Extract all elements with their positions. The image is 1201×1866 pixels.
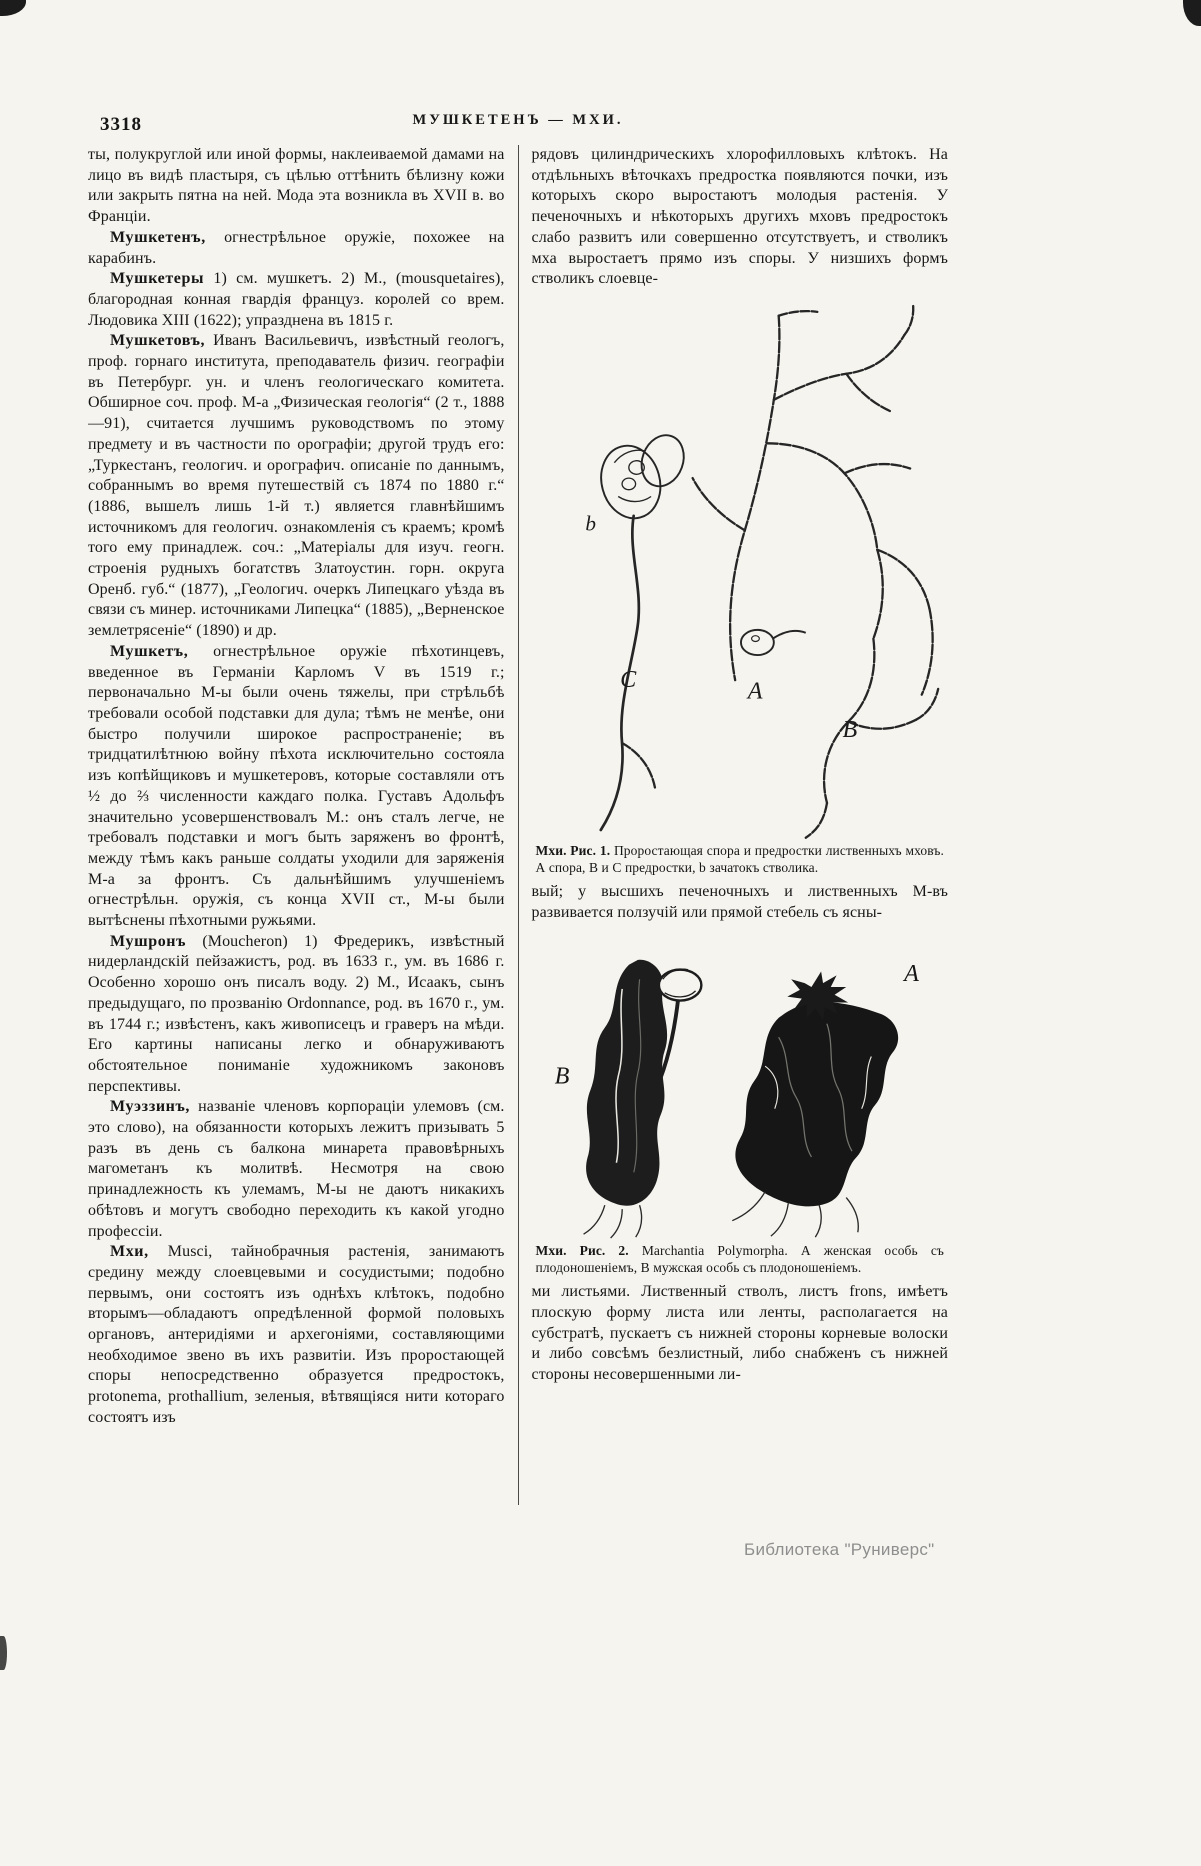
figure-2-caption <box>532 1240 949 1276</box>
entry-headword: Мушкетенъ, <box>110 228 206 246</box>
dictionary-entry <box>88 331 505 642</box>
figure-2 <box>532 931 949 1276</box>
left-column <box>88 145 519 1505</box>
library-watermark: Библиотека "Руниверс" <box>744 1540 935 1559</box>
entry-body: огнестрѣльное оружіе пѣхотинцевъ, введенное въ Германіи Карломъ V въ 1519 г.; первоначально М-ы были очень тяжелы, при стрѣльбѣ требовали особой подставки для дула; тѣмъ не менѣе, они быстро получили широкое распространеніе; въ тридцатилѣтнюю войну пѣхота исключительно состояла изъ копѣйщиковъ и мушкетеровъ, которые составляли отъ ½ до ⅔ численности каждаго полка. Густавъ Адольфъ значительно усовершенствовалъ М.: онъ сталъ легче, не требовалъ подставки и могъ быть заряженъ во фронтѣ, между тѣмъ какъ раньше солдаты уходили для заряженія М-а за фронтъ. Съ дальнѣйшимъ улучшеніемъ огнестрѣльн. оружія, съ конца XVII ст., М-ы были вытѣснены пѣхотными ружьями. <box>88 642 505 930</box>
entry-headword: Мушкетовъ, <box>110 332 206 350</box>
figure-1-illustration <box>537 298 943 840</box>
fig1-label-c: C <box>619 665 637 693</box>
fig1-label-a: A <box>747 677 763 705</box>
entry-body: (Moucheron) 1) Фредерикъ, извѣстный нидерландскій пейзажистъ, род. въ 1633 г., ум. въ 1686 г. Особенно хорошо онъ писалъ воду. 2) М., Исаакъ, сынъ предыдущаго, по прозванію Ordonnance, род. въ 1670 г., ум. въ 1744 г.; извѣстенъ, какъ живописецъ и граверъ на мѣди. Его картины написаны легко и обнаруживаютъ обстоятельное пониманіе художникомъ законовъ перспективы. <box>88 932 505 1095</box>
entry-headword: Мушкетеры <box>110 270 205 288</box>
dictionary-entry <box>88 1097 505 1242</box>
spore-cluster <box>593 429 690 525</box>
fig1-label-b2: B <box>842 716 858 744</box>
figure-1-caption-lead: Мхи. Рис. 1. <box>535 842 611 858</box>
thallus-right <box>735 972 898 1207</box>
column-text-mid: вый; у высшихъ печеночныхъ и лиственныхъ М-въ развивается ползучій или прямой стебель съ ясны- <box>531 882 948 921</box>
dictionary-entry <box>88 269 505 331</box>
running-head: МУШКЕТЕНЪ — МХИ. <box>412 112 624 128</box>
dictionary-entry <box>88 1242 505 1428</box>
figure-1-caption <box>532 840 949 876</box>
fig1-label-b: b <box>585 511 596 536</box>
entry-headword: Муэззинъ, <box>110 1098 191 1116</box>
book-page <box>88 112 948 1505</box>
fig2-label-b: B <box>554 1062 570 1090</box>
scan-artifact <box>0 1636 7 1670</box>
dictionary-entry <box>88 228 505 269</box>
figure-2-illustration <box>537 931 943 1240</box>
entry-body: 1) см. мушкетъ. 2) М., (mousquetaires), благородная конная гвардія француз. королей со врем. Людовика XIII (1622); упразднена въ 1815 г. <box>88 270 505 329</box>
entry-body: Musci, тайнобрачныя растенія, занимаютъ средину между слоевцевыми и сосудистыми; подобно первымъ, они состоятъ изъ однѣхъ клѣтокъ, подобно вторымъ—обладаютъ опредѣленной формой половыхъ органовъ, антеридіями и архегоніями, составляющими необходимое звено въ ихъ развитіи. Изъ проростающей споры непосредственно образуется предростокъ, protonema, prothallium, зеленыя, вѣтвящіяся нити котораго состоятъ изъ <box>88 1243 505 1426</box>
right-column <box>519 145 949 1505</box>
germinating-spore <box>741 630 806 655</box>
figure-1 <box>532 298 949 876</box>
column-text-bottom: ми листьями. Лиственный стволъ, листъ frons, имѣетъ плоскую форму листа или ленты, располагается на субстратѣ, пускаетъ съ нижней стороны корневые волоски и либо совсѣмъ безлистный, либо снабженъ съ нижней стороны несовершенными ли- <box>531 1283 948 1384</box>
fig2-label-a: A <box>903 960 919 988</box>
scan-artifact <box>1183 0 1201 26</box>
scan-artifact <box>0 0 26 16</box>
two-column-layout <box>88 145 948 1505</box>
dictionary-entry <box>88 145 505 228</box>
figure-1-caption-text: Проростающая спора и предростки лиственныхъ мховъ. А спора, В и С предростки, b зачатокъ стволика. <box>535 842 944 875</box>
dictionary-entry <box>88 642 505 932</box>
entry-headword: Мхи, <box>110 1243 149 1261</box>
figure-2-caption-text: Marchantia Polymorpha. А женская особь съ плодоношеніемъ, В мужская особь съ плодоношеніемъ. <box>535 1243 944 1276</box>
entry-headword: Мушкетъ, <box>110 642 189 660</box>
dictionary-entry <box>88 932 505 1098</box>
page-number: 3318 <box>100 114 142 135</box>
column-text-top: рядовъ цилиндрическихъ хлорофилловыхъ клѣтокъ. На отдѣльныхъ вѣточкахъ предростка появляются почки, изъ которыхъ скоро выростаютъ молодыя растенія. У печеночныхъ и нѣкоторыхъ другихъ мховъ предростокъ слабо развитъ или совершенно отсутствуетъ, и стволикъ мха выростаетъ прямо изъ споры. У низшихъ формъ стволикъ слоевце- <box>531 146 948 288</box>
protonema-filaments <box>601 304 938 838</box>
figure-2-caption-lead: Мхи. Рис. 2. <box>535 1243 629 1259</box>
thallus-left <box>586 960 701 1206</box>
entry-body: огнестрѣльное оружіе, похожее на карабинъ. <box>88 228 505 267</box>
entry-body: Иванъ Васильевичъ, извѣстный геологъ, проф. горнаго института, преподаватель физич. географіи въ Петербург. ун. и членъ геологическаго комитета. Обширное соч. проф. М-а „Физическая геологія“ (2 т., 1888—91), считается лучшимъ руководствомъ по этому предмету и въ частности по орографіи; другой трудъ его: „Туркестанъ, геологич. и орографич. описаніе по даннымъ, собраннымъ во время путешествій съ 1874 по 1880 г.“ (1886, вышелъ лишь 1-й т.) является главнѣйшимъ источникомъ для геологич. ознакомленія съ краемъ; кромѣ того ему принадлеж. соч.: „Матеріалы для изуч. геогн. строенія рудныхъ богатствъ Златоустин. горн. округа Оренб. губ.“ (1877), „Геологич. очеркъ Липецкаго уѣзда въ связи съ минер. источниками Липецка“ (1885), „Верненское землетрясеніе“ (1890) и др. <box>88 332 505 640</box>
entry-headword: Мушронъ <box>110 932 187 950</box>
entry-body: названіе членовъ корпораціи улемовъ (см. это слово), на обязанности которыхъ лежитъ призывать 5 разъ въ день съ балкона минарета правовѣрныхъ магометанъ къ молитвѣ. Несмотря на свою принадлежность къ улемамъ, М-ы не даютъ никакихъ обѣтовъ и могутъ свободно переходить къ какой угодно профессіи. <box>88 1098 505 1240</box>
entry-body: ты, полукруглой или иной формы, наклеиваемой дамами на лицо въ видѣ пластыря, съ цѣлью оттѣнить бѣлизну кожи или закрыть пятна на ней. Мода эта возникла въ XVII в. во Франціи. <box>88 146 505 226</box>
